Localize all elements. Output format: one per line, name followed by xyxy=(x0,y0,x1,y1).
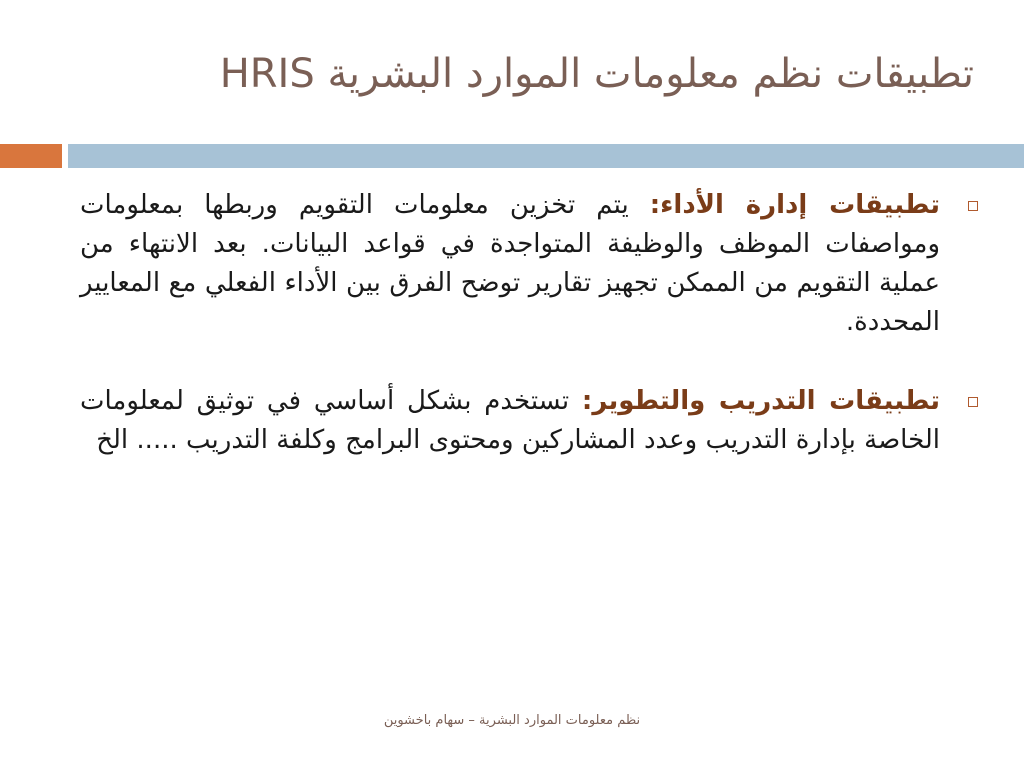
hollow-square-bullet-icon xyxy=(968,201,978,211)
bullet-term: تطبيقات إدارة الأداء: xyxy=(649,190,940,220)
hollow-square-bullet-icon xyxy=(968,397,978,407)
slide-title: تطبيقات نظم معلومات الموارد البشرية HRIS xyxy=(219,51,974,97)
bullet-item-performance xyxy=(80,186,982,342)
divider-blue-bar xyxy=(68,144,1024,168)
bullet-text: تستخدم بشكل أساسي في توثيق لمعلومات الخاصة بإدارة التدريب وعدد المشاركين ومحتوى البرامج وكلفة التدريب ..... الخ xyxy=(80,386,940,455)
title-divider xyxy=(0,144,1024,168)
slide-content xyxy=(80,186,982,500)
divider-accent-bar xyxy=(0,144,62,168)
bullet-item-training xyxy=(80,382,982,460)
bullet-term: تطبيقات التدريب والتطوير: xyxy=(581,386,941,416)
slide-footer: نظم معلومات الموارد البشرية – سهام باخشوين xyxy=(383,713,641,728)
bullet-text: يتم تخزين معلومات التقويم وربطها بمعلومات ومواصفات الموظف والوظيفة المتواجدة في قواعد البيانات. بعد الانتهاء من عملية التقويم من الممكن تجهيز تقارير توضح الفرق بين الأداء الفعلي مع المعايير المحددة. xyxy=(80,190,940,337)
